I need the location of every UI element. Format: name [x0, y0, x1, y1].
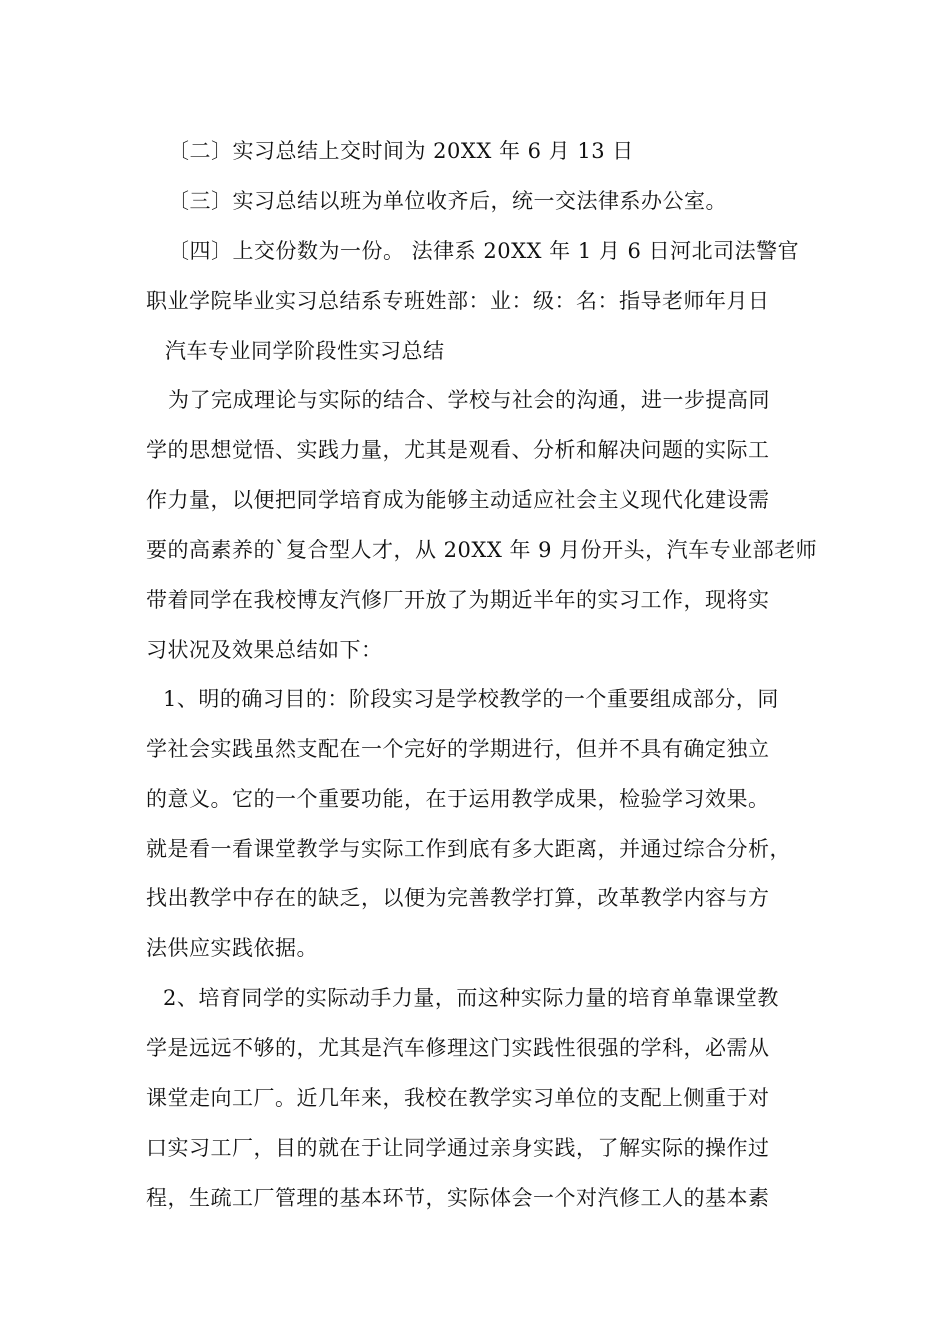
text-line: 为了完成理论与实际的结合、学校与社会的沟通，进一步提高同 [168, 388, 770, 412]
text-line: 〔四〕上交份数为一份。 法律系 20XX 年 1 月 6 日河北司法警官 [168, 239, 800, 263]
text-line: 学的思想觉悟、实践力量，尤其是观看、分析和解决问题的实际工 [146, 438, 770, 462]
text-line: 找出教学中存在的缺乏，以便为完善教学打算，改革教学内容与方 [146, 886, 770, 910]
text-line: 法供应实践依据。 [146, 936, 318, 960]
text-line: 程，生疏工厂管理的基本环节，实际体会一个对汽修工人的基本素 [146, 1186, 770, 1210]
text-line: 习状况及效果总结如下： [146, 638, 383, 662]
text-line: 职业学院毕业实习总结系专班姓部：业：级：名：指导老师年月日 [146, 289, 770, 313]
text-line: 1、明的确习目的：阶段实习是学校教学的一个重要组成部分，同 [163, 687, 779, 711]
text-line: 学社会实践虽然支配在一个完好的学期进行，但并不具有确定独立 [146, 737, 770, 761]
text-line: 〔二〕实习总结上交时间为 20XX 年 6 月 13 日 [168, 139, 634, 163]
text-line: 就是看一看课堂教学与实际工作到底有多大距离，并通过综合分析， [146, 837, 791, 861]
text-line: 〔三〕实习总结以班为单位收齐后，统一交法律系办公室。 [168, 189, 727, 213]
section-heading: 汽车专业同学阶段性实习总结 [165, 339, 445, 363]
text-line: 作力量，以便把同学培育成为能够主动适应社会主义现代化建设需 [146, 488, 770, 512]
text-line: 要的高素养的`复合型人才，从 20XX 年 9 月份开头，汽车专业部老师 [146, 538, 818, 562]
text-line: 学是远远不够的，尤其是汽车修理这门实践性很强的学科，必需从 [146, 1036, 770, 1060]
text-line: 课堂走向工厂。近几年来，我校在教学实习单位的支配上侧重于对 [146, 1086, 770, 1110]
text-line: 带着同学在我校博友汽修厂开放了为期近半年的实习工作，现将实 [146, 588, 770, 612]
text-line: 2、培育同学的实际动手力量，而这种实际力量的培育单靠课堂教 [163, 986, 779, 1010]
text-line: 的意义。它的一个重要功能，在于运用教学成果，检验学习效果。 [146, 787, 770, 811]
text-line: 口实习工厂，目的就在于让同学通过亲身实践，了解实际的操作过 [146, 1136, 770, 1160]
